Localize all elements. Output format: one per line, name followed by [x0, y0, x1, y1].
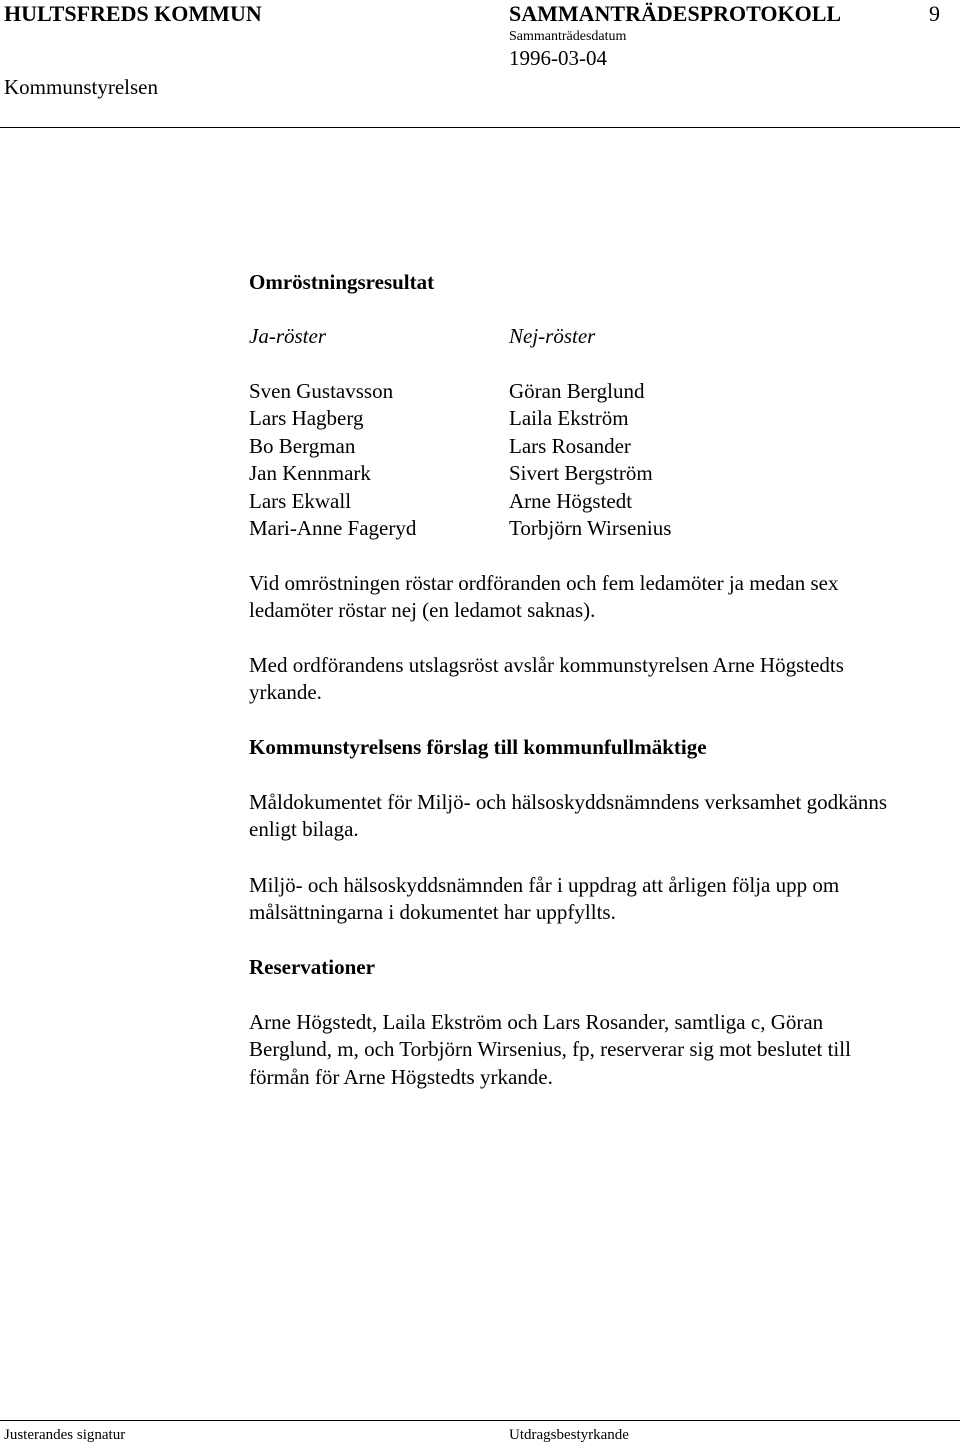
- proposal-paragraph-1: [249, 789, 887, 844]
- committee-name: Kommunstyrelsen: [4, 75, 158, 99]
- list-item: Lars Ekwall: [249, 488, 352, 513]
- list-item: Bo Bergman: [249, 433, 356, 458]
- document-type: SAMMANTRÄDESPROTOKOLL: [509, 1, 842, 26]
- reservations-line: Berglund, m, och Torbjörn Wirsenius, fp, reserverar sig mot beslutet till: [249, 1037, 851, 1062]
- reservations-line: förmån för Arne Högstedts yrkande.: [249, 1064, 553, 1089]
- list-item: Lars Rosander: [509, 433, 631, 458]
- list-item: Göran Berglund: [509, 379, 645, 403]
- reservations-line: Arne Högstedt, Laila Ekström och Lars Rosander, samtliga c, Göran: [249, 1010, 824, 1034]
- date-label: Sammanträdesdatum: [509, 29, 627, 44]
- proposal-line: enligt bilaga.: [249, 817, 359, 842]
- list-item: Sven Gustavsson: [249, 379, 394, 403]
- list-item: Arne Högstedt: [509, 488, 633, 513]
- meeting-date: 1996-03-04: [509, 46, 607, 70]
- list-item: Jan Kennmark: [249, 461, 371, 486]
- footer-divider: [0, 1420, 960, 1421]
- reservations-paragraph: [249, 1009, 851, 1091]
- reservations-heading: Reservationer: [249, 955, 375, 979]
- no-votes-label: Nej-röster: [509, 324, 596, 348]
- proposal-line: målsättningarna i dokumentet har uppfyllts.: [249, 900, 616, 925]
- certification-label: Utdragsbestyrkande: [509, 1427, 629, 1443]
- signature-label: Justerandes signatur: [4, 1427, 126, 1443]
- vote-summary: [249, 570, 838, 625]
- casting-vote-paragraph: [249, 652, 844, 707]
- proposal-paragraph-2: [249, 872, 839, 927]
- list-item: Mari-Anne Fageryd: [249, 515, 417, 540]
- vote-heading: Omröstningsresultat: [249, 270, 435, 294]
- list-item: Lars Hagberg: [249, 406, 364, 431]
- proposal-line: Måldokumentet för Miljö- och hälsoskyddsnämndens verksamhet godkänns: [249, 790, 888, 814]
- no-votes-list: [509, 378, 671, 542]
- casting-vote-line: yrkande.: [249, 680, 322, 705]
- list-item: Torbjörn Wirsenius: [509, 515, 672, 540]
- header-divider: [0, 127, 960, 128]
- municipality-name: HULTSFREDS KOMMUN: [4, 1, 262, 26]
- proposal-line: Miljö- och hälsoskyddsnämnden får i uppdrag att årligen följa upp om: [249, 873, 840, 897]
- vote-summary-line: ledamöter röstar nej (en ledamot saknas).: [249, 598, 596, 623]
- list-item: Laila Ekström: [509, 406, 629, 431]
- yes-votes-list: [249, 378, 416, 542]
- vote-summary-line: Vid omröstningen röstar ordföranden och fem ledamöter ja medan sex: [249, 571, 839, 595]
- page-number: 9: [929, 1, 940, 26]
- list-item: Sivert Bergström: [509, 461, 653, 486]
- casting-vote-line: Med ordförandens utslagsröst avslår kommunstyrelsen Arne Högstedts: [249, 653, 844, 677]
- yes-votes-label: Ja-röster: [249, 324, 326, 348]
- proposal-heading: Kommunstyrelsens förslag till kommunfullmäktige: [249, 735, 707, 759]
